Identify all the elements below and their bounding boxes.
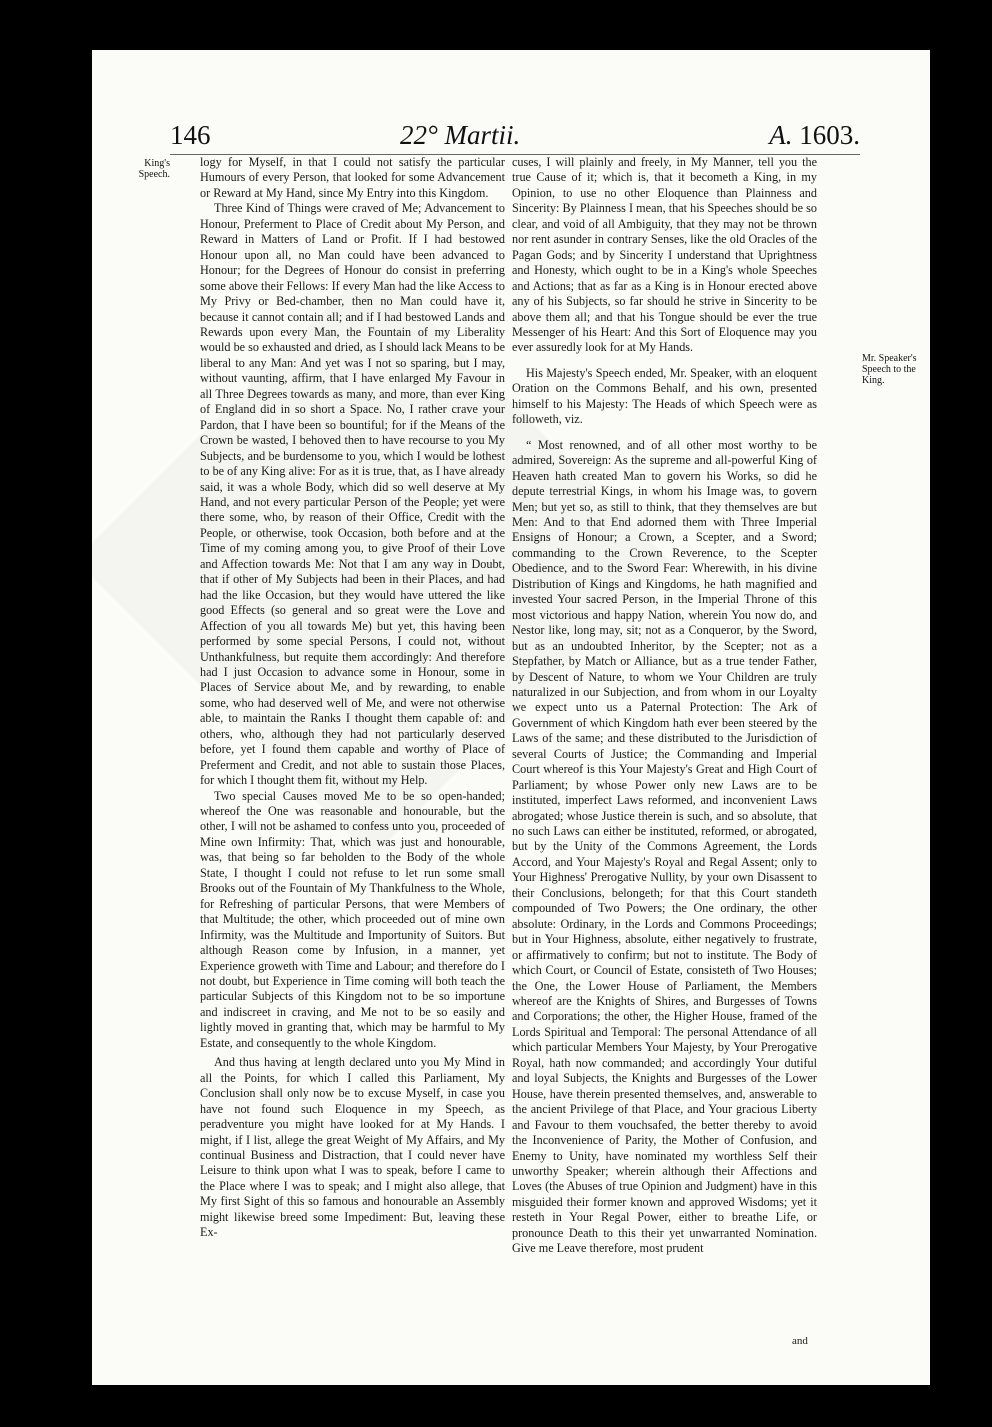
paragraph: And thus having at length declared unto you My Mind in all the Points, for which I called this Parliament, My Conclusion shall only now be to excuse Myself, in case you have not found such Eloquence in my Speech, as peradventure you might have looked for at My Hands. I might, if I list, allege the great Weight of My Affairs, and My continual Business and Distraction, that I could never have Leisure to think upon what I was to speak, before I came to the Place where I was to speak; and I might also allege, that My first Sight of this so famous and honourable an Assembly might likewise breed some Impediment: But, leaving these Ex- xyxy=(200,1055,505,1240)
sidenote-right: Mr. Speaker's Speech to the King. xyxy=(862,353,917,386)
paragraph: His Majesty's Speech ended, Mr. Speaker, with an eloquent Oration on the Commons Behalf, and his own, presented himself to his Majesty: The Heads of which Speech were as followeth, viz. xyxy=(512,365,817,427)
paragraph: Two special Causes moved Me to be so open-handed; whereof the One was reasonable and honourable, but the other, I will not be ashamed to confess unto you, proceeded of Mine own Infirmity: That, which was just and honourable, was, that being so far beholden to the Body of the whole State, I thought I could not refuse to let run some small Brooks out of the Fountain of My Thankfulness to the Whole, for Refreshing of particular Persons, that were Members of that Multitude; the other, which proceeded out of mine own Infirmity, was the Multitude and Importunity of Suitors. But although Reason come by Infusion, in a manner, yet Experience groweth with Time and Labour; and therefore do I not doubt, but Experience in Time coming will both teach the particular Subjects of this Kingdom not to be so importune and indiscreet in craving, and Me not to be so easily and lightly moved in granting that, which may be harmful to My Estate, and consequently to the whole Kingdom. xyxy=(200,788,505,1050)
right-column xyxy=(512,155,817,1257)
sidenote-left: King's Speech. xyxy=(138,158,170,180)
year-prefix: A. xyxy=(769,120,793,150)
running-title: 22° Martii. xyxy=(400,120,521,150)
page-header xyxy=(170,120,860,156)
year-heading xyxy=(769,120,860,151)
paragraph: cuses, I will plainly and freely, in My Manner, tell you the true Cause of it; which is, that it becometh a King, in my Opinion, to use no other Eloquence than Plainness and Sincerity: By Plainness I mean, that his Speeches should be so clear, and void of all Ambiguity, that they may not be thrown nor rent asunder in contrary Senses, like the old Oracles of the Pagan Gods; and by Sincerity I understand that Uprightness and Honesty, which ought to be in a King's whole Speeches and Actions; that as far as a King is in Honour erected above any of his Subjects, so far should he strive in Sincerity to be above them all; and that his Tongue should be ever the true Messenger of his Heart: And this Sort of Eloquence may you ever assuredly look for at My Hands. xyxy=(512,155,817,355)
left-column xyxy=(200,155,505,1241)
year-number: 1603. xyxy=(799,120,860,150)
catchword: and xyxy=(792,1335,808,1347)
paragraph: Three Kind of Things were craved of Me; Advancement to Honour, Preferment to Place of Credit about My Person, and Reward in Matters of Land or Profit. If I had bestowed Honour upon all, no Man could have been advanced to Honour; for the Degrees of Honour do consist in preferring some above their Fellows: If every Man had the like Access to My Privy or Bed-chamber, then no Man could have it, because it cannot contain all; and if I had bestowed Lands and Rewards upon every Man, the Fountain of my Liberality would be so exhausted and dried, as I should lack Means to be liberal to any Man: And yet was I not so sparing, but I may, without vaunting, affirm, that I have enlarged My Favour in all Three Degrees towards as many, and more, than ever King of England did in so short a Space. No, I rather crave your Pardon, that I have been so bountiful; for if the Means of the Crown be wasted, I behoved then to have recourse to you My Subjects, and be burdensome to you, which I would be lothest to be of any King alive: For as it is true, that, as I have already said, it was a whole Body, which did so well deserve at My Hand, and not every particular Person of the People; yet were there some, who, by reason of their Office, Credit with the People, or otherwise, took Occasion, both before and at the Time of my coming among you, to give Proof of their Love and Affection towards Me: Not that I am any way in Doubt, that if other of My Subjects had been in their Places, and had had the like Occasion, but they would have uttered the like good Effects (so general and so great were the Love and Affection of you all towards Me) but yet, this having been performed by some special Persons, I could not, without Unthankfulness, but requite them accordingly: And therefore had I just Occasion to advance some in Honour, some in Places of Service about Me, and by rewarding, to enable some, who had deserved well of Me, and were not otherwise able, to maintain the Ranks I thought them capable of: and others, who, although they had not particularly deserved before, yet I found them capable and worthy of Place of Preferment and Credit, and not able to sustain those Places, for which I thought them fit, without my Help. xyxy=(200,201,505,788)
paragraph: “ Most renowned, and of all other most worthy to be admired, Sovereign: As the supreme and all-powerful King of Heaven hath created Man to govern his Works, so did he depute terrestrial Kings, in whom his Image was, to govern Men; but yet so, as still to think, that they themselves are but Men: And to that End adorned them with Three Imperial Ensigns of Honour; a Crown, a Scepter, and a Sword; commanding to the Crown Reverence, to the Scepter Obedience, and to the Sword Fear: Wherewith, in his divine Distribution of Kings and Kingdoms, he hath magnified and invested Your sacred Person, in the Imperial Throne of this most victorious and happy Nation, wherein You now do, and Nestor like, long may, sit; not as a Conqueror, by the Sword, but as an undoubted Inheritor, by the Scepter; not as a Stepfather, by Match or Alliance, but as a true tender Father, by Descent of Nature, to whom we Your Children are truly naturalized in our Subjection, and from whom in our Loyalty we expect unto us a Paternal Protection: The Ark of Government of which Kingdom hath ever been steered by the Laws of the same; and these distributed to the Jurisdiction of several Courts of Justice; the Commanding and Imperial Court whereof is this Your Majesty's Great and High Court of Parliament; by whose Power only new Laws are to be instituted, imperfect Laws reformed, and inconvenient Laws abrogated; whose Justice therein is such, and so absolute, that no such Laws can either be instituted, reformed, or abrogated, but by the Unity of the Commons Agreement, the Lords Accord, and Your Majesty's Royal and Regal Assent; only to Your Highness' Prerogative Nullity, by your own Disassent to their Conclusions, belongeth; for that this Court standeth compounded of Two Powers; the One ordinary, the other absolute: Ordinary, in the Lords and Commons Proceedings; but in Your Highness, absolute, either negatively to frustrate, or affirmatively to confirm; but not to institute. The Body of which Court, or Council of Estate, consisteth of Two Houses; the One, the Lower House of Parliament, the Members whereof are the Knights of Shires, and Burgesses of Towns and Corporations; the other, the Higher House, framed of the Lords Spiritual and Temporal: The personal Attendance of all which particular Members Your Majesty, by Your Prerogative Royal, hath now commanded; and accordingly Your dutiful and loyal Subjects, the Knights and Burgesses of the Lower House, have therein presented themselves, and, answerable to the ancient Privilege of that Place, and Your gracious Liberty and Favour to them vouchsafed, the better thereby to avoid the Inconvenience of Parity, the Mother of Confusion, and Enemy to Unity, have nominated my worthless Self their unworthy Speaker; wherein although their Affections and Loves (the Abuses of true Opinion and Judgment) have in this misguided their former known and approved Wisdoms; yet it resteth in Your Regal Power, either to breathe Life, or pronounce Death to this their yet unwarranted Nomination. Give me Leave therefore, most prudent xyxy=(512,437,817,1256)
book-page xyxy=(92,50,930,1385)
paragraph: logy for Myself, in that I could not satisfy the particular Humours of every Person, that looked for some Advancement or Reward at My Hand, since My Entry into this Kingdom. xyxy=(200,155,505,200)
page-number: 146 xyxy=(170,120,211,150)
